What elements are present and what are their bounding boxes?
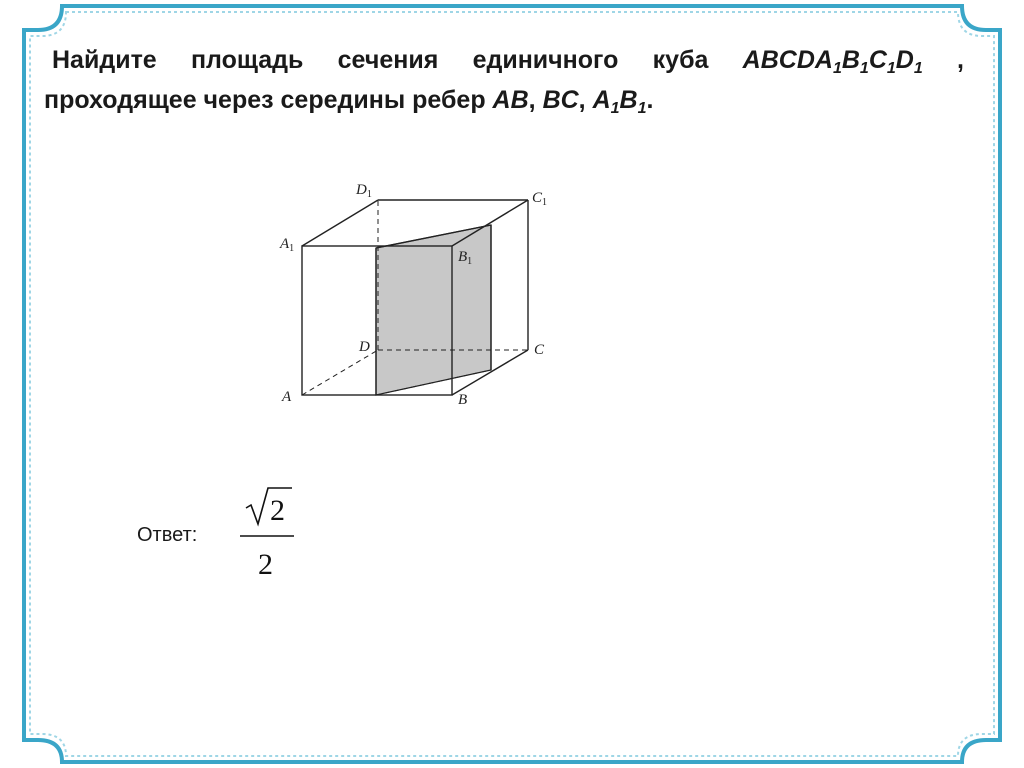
cube-figure <box>270 170 590 420</box>
comma: , <box>956 46 964 74</box>
word: Найдите <box>52 46 157 74</box>
line2-prefix: проходящее через середины ребер <box>44 86 493 114</box>
problem-line-1 <box>44 40 964 80</box>
answer-label: Ответ: <box>137 524 198 546</box>
vertex-label-c1: $C_1$ <box>532 190 548 208</box>
vertex-label-a: A <box>282 389 292 405</box>
answer-numerator: 2 <box>270 494 285 527</box>
word: сечения <box>337 46 439 74</box>
radical-sign <box>246 488 292 524</box>
cube-name: $ABCDA_1B_1C_1D_1$ <box>742 46 923 77</box>
vertex-label-d1: $D_1$ <box>356 182 372 200</box>
word: куба <box>652 46 709 74</box>
vertex-label-b1: $B_1$ <box>458 249 473 267</box>
cross-section <box>376 225 491 395</box>
vertex-label-d: D <box>359 339 370 355</box>
vertex-label-b: B <box>458 392 468 408</box>
vertex-label-c: C <box>534 342 545 358</box>
word: единичного <box>472 46 619 74</box>
problem-line-2 <box>44 80 964 120</box>
word: площадь <box>190 46 304 74</box>
vertex-label-a1: $A_1$ <box>280 236 295 254</box>
problem-statement <box>44 40 964 120</box>
edges-list: AB, BC, $A_1B_1$. <box>492 86 654 117</box>
answer-fraction <box>228 482 308 582</box>
answer-denominator: 2 <box>258 548 273 581</box>
